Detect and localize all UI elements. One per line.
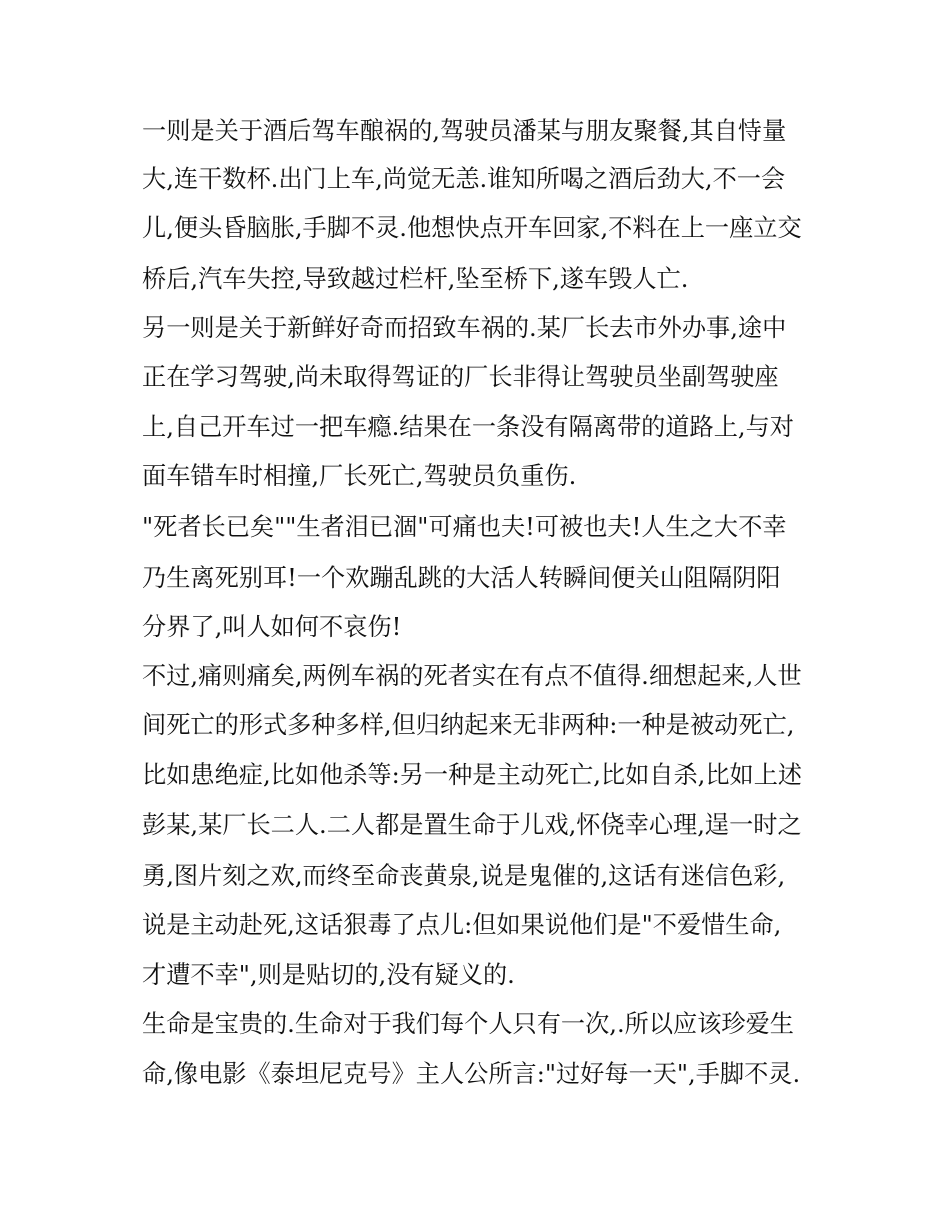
text-line: 比如患绝症,比如他杀等:另一种是主动死亡,比如自杀,比如上述	[142, 761, 803, 789]
text-line: 间死亡的形式多种多样,但归纳起来无非两种:一种是被动死亡,	[142, 711, 795, 739]
text-line: 勇,图片刻之欢,而终至命丧黄泉,说是鬼催的,这话有迷信色彩,	[142, 862, 786, 890]
text-line: 桥后,汽车失控,导致越过栏杆,坠至桥下,遂车毁人亡.	[142, 265, 689, 293]
text-line: 乃生离死别耳!一个欢蹦乱跳的大活人转瞬间便关山阻隔阴阳	[142, 564, 781, 592]
text-line: 面车错车时相撞,厂长死亡,驾驶员负重伤.	[142, 462, 577, 490]
text-line: 正在学习驾驶,尚未取得驾证的厂长非得让驾驶员坐副驾驶座	[142, 363, 779, 391]
text-line: 说是主动赴死,这话狠毒了点儿:但如果说他们是"不爱惜生命,	[142, 911, 782, 939]
text-line: 彭某,某厂长二人.二人都是置生命于儿戏,怀侥幸心理,逞一时之	[142, 811, 802, 839]
text-line: 一则是关于酒后驾车酿祸的,驾驶员潘某与朋友聚餐,其自恃量	[142, 117, 787, 145]
text-line: 另一则是关于新鲜好奇而招致车祸的.某厂长去市外办事,途中	[142, 314, 787, 342]
text-line: "死者长已矣""生者泪已涸"可痛也夫!可被也夫!人生之大不幸	[142, 513, 787, 541]
text-line: 儿,便头昏脑胀,手脚不灵.他想快点开车回家,不料在上一座立交	[142, 214, 802, 242]
text-line: 大,连干数杯.出门上车,尚觉无恙.谁知所喝之酒后劲大,不一会	[142, 165, 786, 193]
text-line: 分界了,叫人如何不哀伤!	[142, 613, 402, 641]
text-line: 生命是宝贵的.生命对于我们每个人只有一次,.所以应该珍爱生	[142, 1010, 794, 1038]
text-line: 上,自己开车过一把车瘾.结果在一条没有隔离带的道路上,与对	[142, 413, 794, 441]
text-line: 才遭不幸",则是贴切的,没有疑义的.	[142, 961, 515, 989]
text-line: 命,像电影《泰坦尼克号》主人公所言:"过好每一天",手脚不灵.	[142, 1060, 801, 1088]
text-line: 不过,痛则痛矣,两例车祸的死者实在有点不值得.细想起来,人世	[142, 662, 802, 690]
